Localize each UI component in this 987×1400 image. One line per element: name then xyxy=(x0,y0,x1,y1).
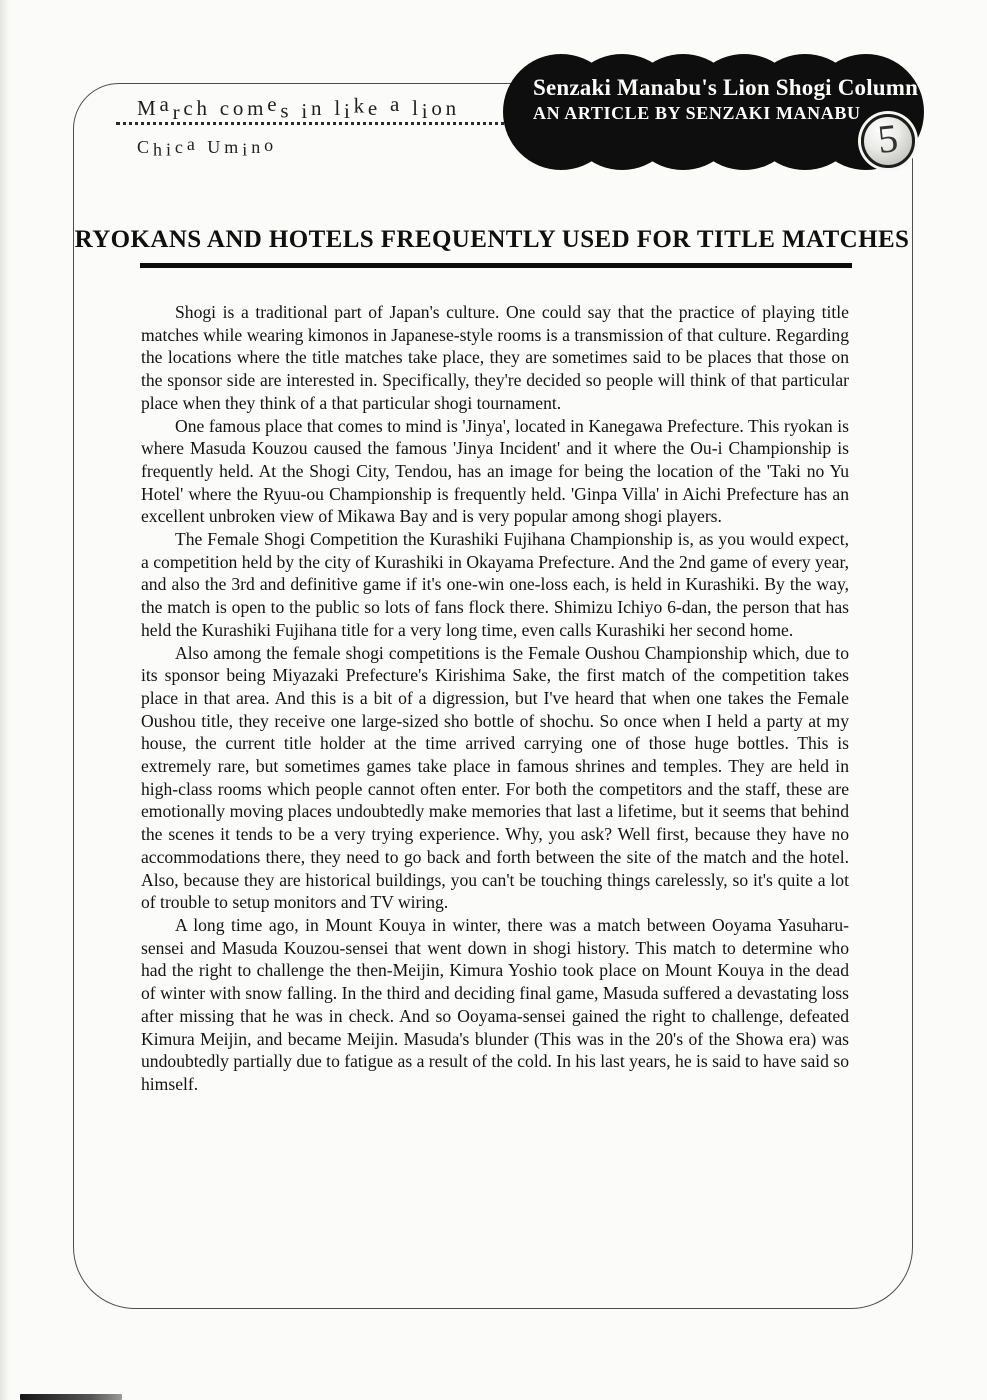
dotted-divider xyxy=(116,122,512,125)
issue-number-circle xyxy=(861,114,915,168)
badge-text xyxy=(533,75,919,124)
paragraph: Also among the female shogi competitions is the Female Oushou Championship which, due to its sponsor being Miyazaki Prefecture's Kirishima Sake, the first match of the competition takes place in that area. And this is a bit of a digression, but I've heard that when one takes the Female Oushou title, they receive one large-sized sho bottle of shochu. So once when I held a party at my house, the current title holder at the time arrived carrying one of those huge bottles. This is extremely rare, but sometimes games take place in famous shrines and temples. They are held in high-class rooms which people cannot often enter. For both the competitors and the staff, these are emotionally moving places undoubtedly make memories that last a lifetime, but it seems that behind the scenes it tends to be a very trying experience. Why, you ask? Well first, because they have no accommodations there, they need to go back and forth between the site of the match and the hotel. Also, because they are historical buildings, you can't be touching things carelessly, so it's quite a lot of trouble to setup monitors and TV wiring. xyxy=(141,642,849,913)
series-title: March comes in like a lion xyxy=(137,92,460,124)
scan-edge xyxy=(0,0,10,1400)
article-body xyxy=(141,301,849,1096)
issue-number: 5 xyxy=(875,115,901,162)
paragraph: The Female Shogi Competition the Kurashiki Fujihana Championship is, as you would expect, a competition held by the city of Kurashiki in Okayama Prefecture. And the 2nd game of every year, and also the 3rd and definitive game if it's one-win one-loss each, is held in Kurashiki. By the way, the match is open to the public so lots of fans flock there. Shimizu Ichiyo 6-dan, the person that has held the Kurashiki Fujihana title for a very long time, even calls Kurashiki her second home. xyxy=(141,529,849,640)
title-underline xyxy=(140,263,852,268)
paragraph: One famous place that comes to mind is 'Jinya', located in Kanegawa Prefecture. This ryokan is where Masuda Kouzou caused the famous 'Jinya Incident' and it where the Ou-i Championship is frequently held. At the Shogi City, Tendou, has an image for being the location of the 'Taki no Yu Hotel' where the Ryuu-ou Championship is frequently held. 'Ginpa Villa' in Aichi Prefecture has an excellent unbroken view of Mikawa Bay and is very popular among shogi players. xyxy=(141,415,849,527)
scan-artifact xyxy=(20,1394,122,1400)
badge-title: Senzaki Manabu's Lion Shogi Column xyxy=(533,75,919,100)
column-badge xyxy=(503,53,925,172)
article-title: RYOKANS AND HOTELS FREQUENTLY USED FOR TITLE MATCHES xyxy=(74,226,910,253)
paragraph: Shogi is a traditional part of Japan's culture. One could say that the practice of playing title matches while wearing kimonos in Japanese-style rooms is a transmission of that culture. Regarding the locations where the title matches take place, they are sometimes said to be places that those on the sponsor side are interested in. Specifically, they're decided so people will think of that particular place when they think of a that particular shogi tournament. xyxy=(141,302,849,413)
badge-subtitle: AN ARTICLE BY SENZAKI MANABU xyxy=(533,103,861,124)
author-name: Chica Umino xyxy=(137,133,278,160)
paragraph: A long time ago, in Mount Kouya in winter, there was a match between Ooyama Yasuharu-sensei and Masuda Kouzou-sensei that went down in shogi history. This match to determine who had the right to challenge the then-Meijin, Kimura Yoshio took place on Mount Kouya in the dead of winter with snow falling. In the third and deciding final game, Masuda suffered a devastating loss after missing that he was in check. And so Ooyama-sensei gained the right to challenge, defeated Kimura Meijin, and became Meijin. Masuda's blunder (This was in the 20's of the Showa era) was undoubtedly partially due to fatigue as a result of the cold. In his last years, he is said to have said so himself. xyxy=(141,914,849,1094)
